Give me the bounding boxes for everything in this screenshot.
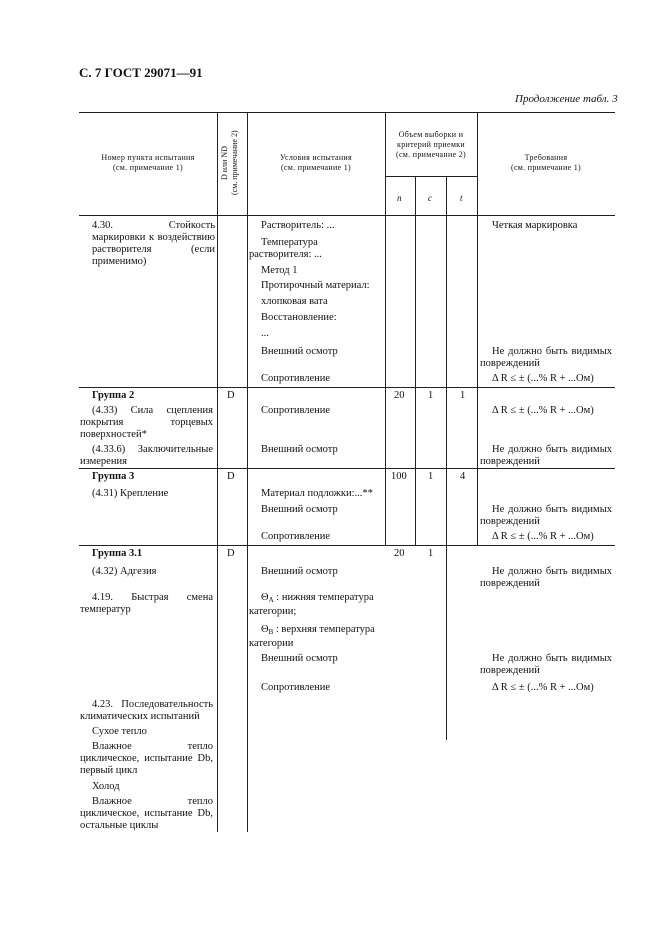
header-sample: Объем выборки и критерий приемки (см. примечание 2) [395, 130, 466, 159]
group-31-d: D [227, 548, 235, 559]
cond-substrate: Материал подложки:...** [261, 488, 373, 499]
req-delta-r-1: Δ R ≤ ± (...% R + ...Ом) [492, 373, 594, 384]
cond-ellipsis: ... [261, 328, 269, 339]
item-cold: Холод [92, 781, 120, 792]
req-no-damage-5: Не должно быть видимых повреждений [480, 653, 612, 676]
cond-resistance-3: Сопротивление [261, 531, 331, 542]
cond-resistance-1: Сопротивление [261, 373, 331, 384]
group-31-title: Группа 3.1 [92, 548, 143, 559]
cond-visual-1: Внешний осмотр [261, 346, 338, 357]
header-conditions: Условия испытания (см. примечание 1) [280, 153, 352, 172]
group-2-t: 1 [460, 390, 466, 401]
req-no-damage-1: Не должно быть видимых повреждений [480, 346, 612, 369]
cond-wiping-material: Протирочный материал: [261, 280, 370, 291]
group-3-item-431: (4.31) Крепление [92, 488, 169, 499]
group-31-c: 1 [428, 548, 434, 559]
header-d-nd: D или ND (см. примечание 2) [220, 130, 239, 196]
group-2-item-4336: (4.33.6) Заключительные измерения [80, 444, 213, 467]
group-3-title: Группа 3 [92, 471, 135, 482]
group-3-n: 100 [391, 471, 407, 482]
group-2-c: 1 [428, 390, 434, 401]
cond-recovery: Восстановление: [261, 312, 337, 323]
group-2-item-433: (4.33) Сила сцепления покрытия торцевых поверхностей* [80, 405, 213, 440]
item-damp-heat-rest: Влажное тепло циклическое, испытание Db, остальные циклы [80, 796, 213, 831]
cond-visual-2: Внешний осмотр [261, 444, 338, 455]
req-delta-r-4: Δ R ≤ ± (...% R + ...Ом) [492, 682, 594, 693]
page-header: С. 7 ГОСТ 29071—91 [79, 65, 203, 80]
group-2-title: Группа 2 [92, 390, 135, 401]
group-31-n: 20 [394, 548, 405, 559]
header-item-number: Номер пункта испытания (см. примечание 1) [101, 153, 195, 172]
group-3-d: D [227, 471, 235, 482]
req-no-damage-4: Не должно быть видимых повреждений [480, 566, 612, 589]
req-delta-r-2: Δ R ≤ ± (...% R + ...Ом) [492, 405, 594, 416]
req-no-damage-2: Не должно быть видимых повреждений [480, 444, 612, 467]
cond-theta-b: $\Theta_B$ : верхняя температура категории [249, 624, 375, 649]
item-dry-heat: Сухое тепло [92, 726, 147, 737]
req-delta-r-3: Δ R ≤ ± (...% R + ...Ом) [492, 531, 594, 542]
item-damp-heat-first: Влажное тепло циклическое, испытание Db, первый цикл [80, 741, 213, 776]
req-clear-marking: Четкая маркировка [492, 220, 578, 231]
group-2-d: D [227, 390, 235, 401]
group-3-t: 4 [460, 471, 466, 482]
cond-visual-5: Внешний осмотр [261, 653, 338, 664]
req-no-damage-3: Не должно быть видимых повреждений [480, 504, 612, 527]
group-31-item-419: 4.19. Быстрая смена температур [80, 592, 213, 615]
header-c: c [428, 193, 432, 203]
cond-cotton: хлопковая вата [261, 296, 328, 307]
group-31-item-432: (4.32) Адгезия [92, 566, 157, 577]
cond-resistance-4: Сопротивление [261, 682, 331, 693]
continuation-label: Продолжение табл. 3 [515, 93, 618, 105]
group-3-c: 1 [428, 471, 434, 482]
group-31-item-423: 4.23. Последовательность климатических испытаний [80, 699, 213, 722]
cond-resistance-2: Сопротивление [261, 405, 331, 416]
cond-visual-4: Внешний осмотр [261, 566, 338, 577]
cond-solvent-temp: Температура растворителя: ... [249, 237, 322, 260]
cond-method: Метод 1 [261, 265, 298, 276]
header-t: t [460, 193, 463, 203]
cond-solvent: Растворитель: ... [261, 220, 335, 231]
cond-theta-a: $\Theta_A$ : нижняя температура категории; [249, 592, 374, 617]
group-2-n: 20 [394, 390, 405, 401]
header-n: n [397, 193, 402, 203]
cond-visual-3: Внешний осмотр [261, 504, 338, 515]
header-requirements: Требования (см. примечание 1) [510, 153, 581, 172]
item-4-30: 4.30. Стойкость маркировки к воздействию растворителя (если применимо) [92, 220, 215, 267]
